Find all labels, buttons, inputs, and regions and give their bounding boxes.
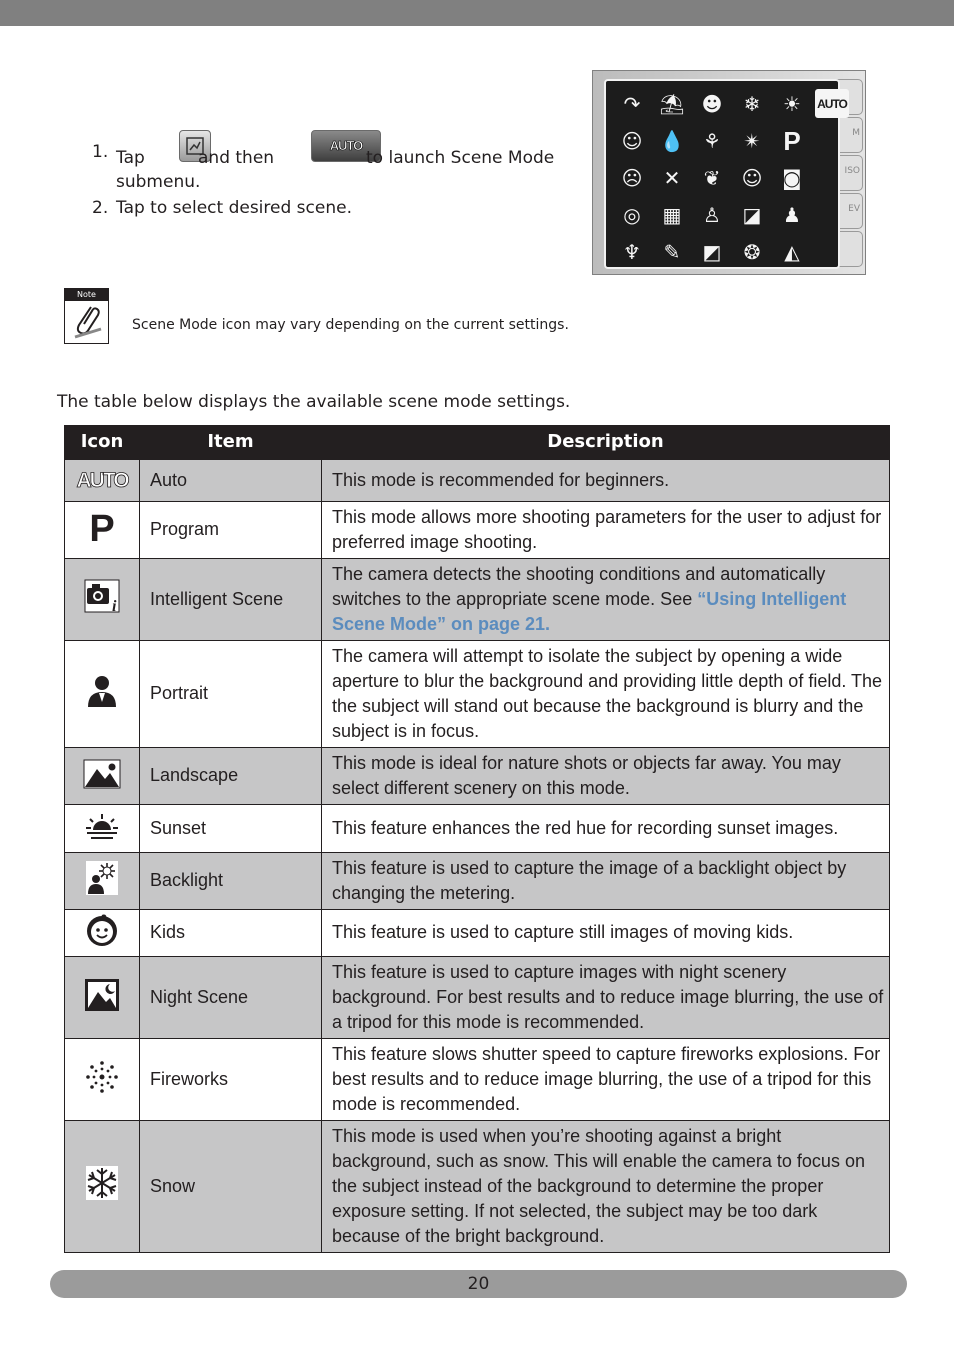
program-icon: P [783,125,801,156]
anti-shake-icon: ☹ [621,165,643,190]
step-2-text: Tap to select desired scene. [116,198,352,218]
item-cell: Night Scene [140,956,322,1038]
step-1-before: Tap [116,148,145,168]
description-cell: The camera will attempt to isolate the subject by opening a wide aperture to blur the background and providing little depth of field. The the subject will stand out because the background is blurry and the subject is in focus. [322,640,890,747]
instruction-steps [92,140,572,220]
table-row [65,956,890,1038]
header-description: Description [322,425,890,459]
description-cell: This feature slows shutter speed to capture fireworks explosions. For best results and to reduce image blurring, the use of a tripod for this mode is recommended. [322,1038,890,1120]
landscape-icon [83,755,121,793]
lcd-side-tab: EV [829,193,863,229]
item-cell: Backlight [140,852,322,909]
item-cell: Fireworks [140,1038,322,1120]
fireworks-icon: ❂ [743,239,761,264]
portrait-icon: ♟ [783,202,801,227]
description-cell: This mode is ideal for nature shots or objects far away. You may select different scenery on this mode. [322,747,890,804]
sunset-icon: ☀ [783,91,801,116]
item-cell: Auto [140,459,322,501]
intelligent-scene-icon: ◙ [782,165,802,190]
top-bar [0,0,954,26]
landscape-icon: ◭ [784,239,800,264]
header-item: Item [140,425,322,459]
description-text: The camera detects the shooting conditions and automatically switches to the appropriate scene mode. See [332,563,826,609]
table-row [65,558,890,640]
table-row [65,909,890,956]
auto-button-image: AUTO [311,130,381,162]
spacer [812,196,852,233]
sketch-icon: ✎ [663,239,681,264]
beach-icon: ⛱ [659,91,685,116]
table-row [65,640,890,747]
program-icon: P [89,508,115,550]
description-cell: This feature is used to capture the image of a backlight object by changing the metering. [322,852,890,909]
lcd-side-tab: ISO [829,155,863,191]
auto-icon[interactable]: AUTO [815,89,849,118]
item-cell: Snow [140,1120,322,1252]
candle-icon: ♙ [703,202,721,227]
smile-icon: ☺ [621,128,643,153]
table-row [65,501,890,558]
description-cell [322,558,890,640]
description-cell: This mode is used when you’re shooting against a bright background, such as snow. This will enable the camera to focus on the subject instead of the background to determine the proper exposure setting. If not selected, the subject may be too dark because of the bright background. [322,1120,890,1252]
intro-text: The table below displays the available scene mode settings. [57,392,571,412]
kids-icon [83,911,121,949]
item-cell: Portrait [140,640,322,747]
spacer [812,122,852,159]
spacer [812,159,852,196]
back-arrow-icon: ↷ [623,91,641,116]
backlight-icon [83,859,121,897]
paperclip-icon [71,303,103,341]
item-cell: Kids [140,909,322,956]
note-label: Note [65,289,108,301]
food-icon: ✕ [663,165,681,190]
night-scene-icon: ◪ [742,202,762,227]
building-icon: ▦ [662,202,682,227]
step-1-line2: submenu. [116,172,201,192]
description-cell: This mode is recommended for beginners. [322,459,890,501]
description-cell: This feature is used to capture still images of moving kids. [322,909,890,956]
table-row [65,1038,890,1120]
svg-text:i: i [112,598,117,614]
snow-icon: ❄ [743,91,761,116]
voice-icon: ♆ [623,239,641,264]
item-cell: Sunset [140,804,322,852]
description-cell: This feature enhances the red hue for recording sunset images. [322,804,890,852]
fireworks-icon [83,1058,121,1096]
description-cell: This feature is used to capture images with night scenery background. For best results and to reduce image blurring, the use of a tripod for this mode is recommended. [322,956,890,1038]
lcd-side-tab: M [829,117,863,153]
spacer [812,233,852,270]
step-1-middle: and then [198,148,275,168]
backlight-icon: ✴ [743,128,761,153]
step-1-after: to launch Scene Mode [366,148,555,168]
water-icon: 💧 [659,128,685,153]
page-number: 20 [467,1274,490,1294]
portrait-icon [83,672,121,710]
lcd-scene-menu-preview [592,70,866,275]
item-cell: Program [140,501,322,558]
party-icon: ☻ [701,91,723,116]
description-cell: This mode allows more shooting parameters for the user to adjust for preferred image shooting. [322,501,890,558]
table-row [65,852,890,909]
video-icon: ◎ [623,202,641,227]
sunset-icon [83,808,121,846]
step-1-number: 1. [92,142,109,162]
note-text: Scene Mode icon may vary depending on the current settings. [132,317,569,333]
step-1 [92,140,572,192]
night-portrait-icon: ◩ [702,239,722,264]
party-balloon-icon: ❦ [703,165,721,190]
intelligent-scene-link[interactable]: “Using Intelligent Scene Mode” on page 21. [332,588,847,634]
kids-icon: ☺ [741,165,763,190]
night-scene-icon [83,976,121,1014]
step-2 [92,196,572,220]
step-2-number: 2. [92,198,109,218]
note-box [64,288,109,344]
page-footer [50,1270,907,1298]
table-row [65,747,890,804]
lcd-scene-grid-panel [604,79,847,269]
sports-icon: ⚘ [703,128,721,153]
snow-icon [83,1164,121,1202]
table-row [65,1120,890,1252]
item-cell: Landscape [140,747,322,804]
item-cell: Intelligent Scene [140,558,322,640]
intelligent-scene-icon [83,577,121,615]
table-row [65,804,890,852]
header-icon: Icon [65,425,140,459]
auto-icon: AUTO [76,468,128,492]
scene-mode-table [64,425,890,1253]
table-row [65,459,890,501]
